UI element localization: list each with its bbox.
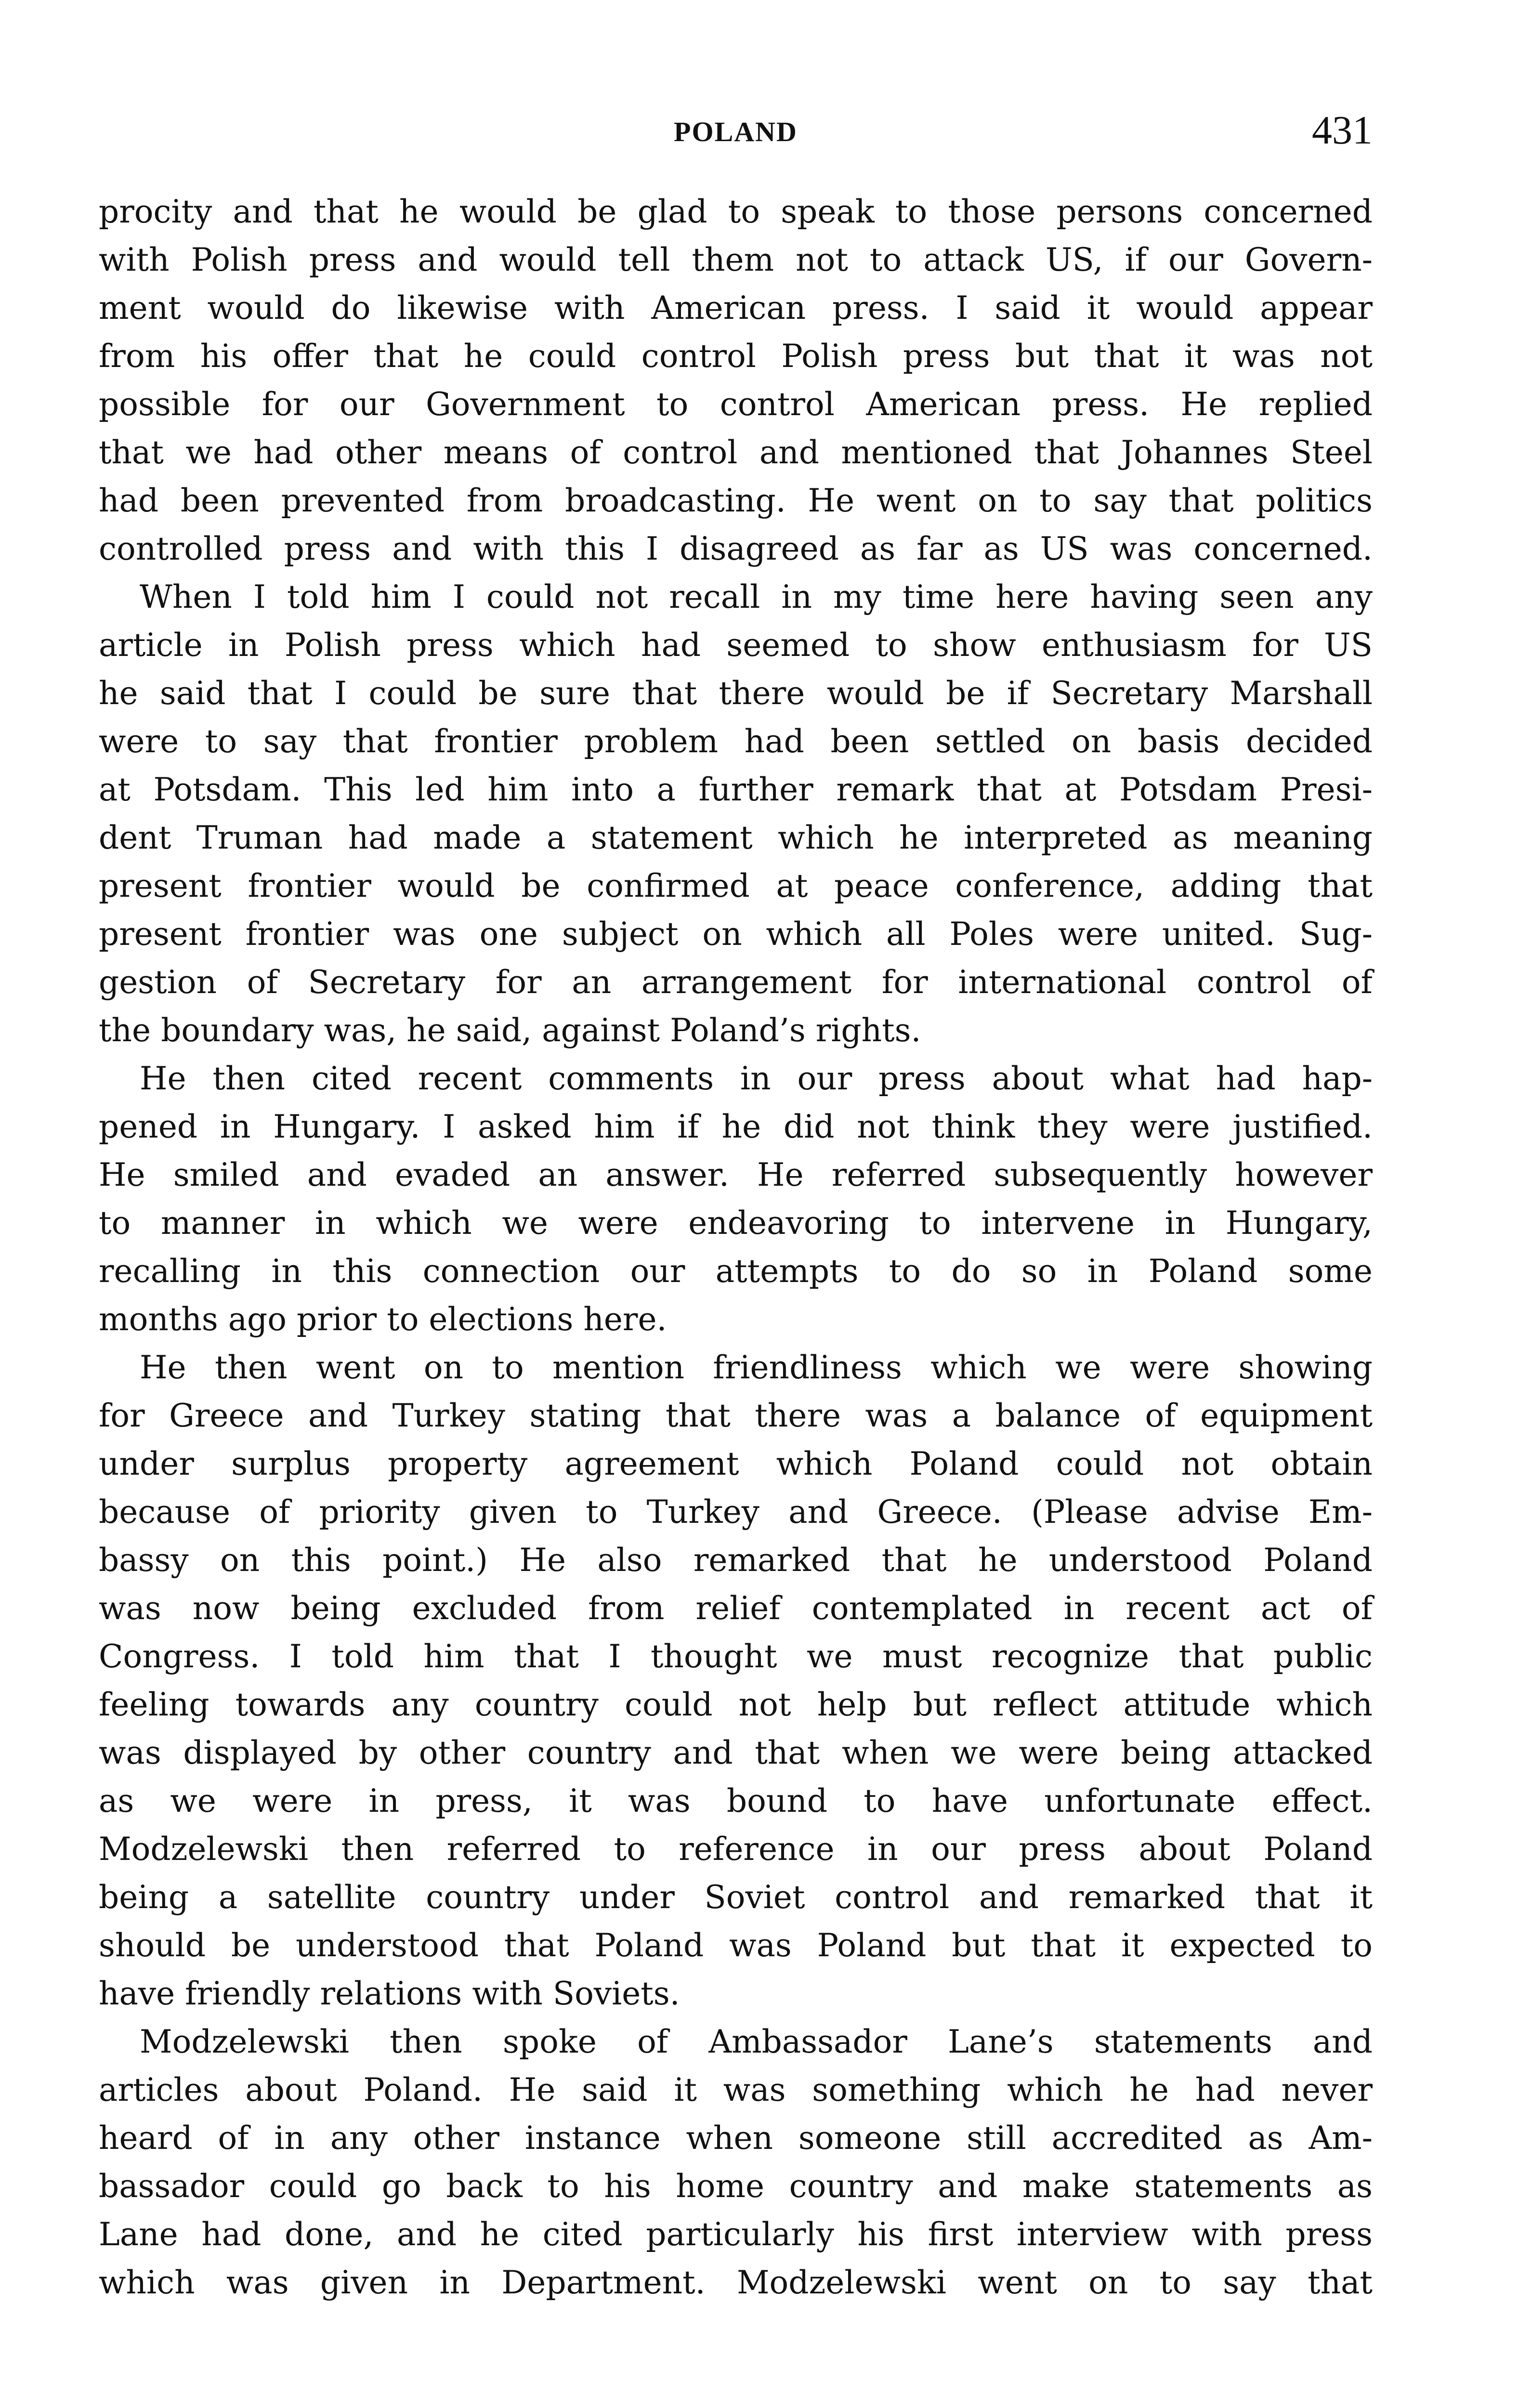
text-line: the boundary was, he said, against Poland’s rights. (99, 1012, 921, 1049)
text-line: that we had other means of control and mentioned that Johannes Steel (99, 434, 1373, 471)
text-line: because of priority given to Turkey and Greece. (Please advise Em- (99, 1493, 1373, 1531)
text-line: have friendly relations with Soviets. (99, 1975, 680, 2012)
text-line: Modzelewski then spoke of Ambassador Lane’s statements and (140, 2023, 1373, 2060)
text-line: articles about Poland. He said it was something which he had never (99, 2071, 1373, 2108)
text-line: Lane had done, and he cited particularly his first interview with press (99, 2216, 1373, 2253)
text-line: Congress. I told him that I thought we must recognize that public (99, 1638, 1373, 1675)
text-line: present frontier would be confirmed at peace conference, adding that (99, 867, 1373, 904)
running-title: POLAND (674, 116, 798, 147)
text-line: at Potsdam. This led him into a further remark that at Potsdam Presi- (99, 771, 1373, 808)
text-line: was displayed by other country and that when we were being attacked (99, 1734, 1373, 1771)
text-line: for Greece and Turkey stating that there was a balance of equipment (99, 1397, 1373, 1434)
text-line: present frontier was one subject on which all Poles were united. Sug- (99, 916, 1373, 953)
text-line: He then cited recent comments in our press about what had hap- (140, 1060, 1373, 1097)
text-line: were to say that frontier problem had been settled on basis decided (99, 723, 1373, 760)
text-line: article in Polish press which had seemed to show enthusiasm for US (99, 627, 1373, 664)
text-line: He smiled and evaded an answer. He referred subsequently however (99, 1156, 1373, 1193)
text-line: He then went on to mention friendliness which we were showing (140, 1349, 1373, 1386)
paragraph-1 (99, 188, 1373, 573)
text-line: pened in Hungary. I asked him if he did not think they were justified. (99, 1108, 1373, 1145)
paragraph-4 (99, 1344, 1373, 2018)
text-line: ment would do likewise with American press. I said it would appear (99, 289, 1373, 327)
paragraph-2 (99, 573, 1373, 1055)
text-line: possible for our Government to control American press. He replied (99, 386, 1373, 423)
page-number: 431 (1312, 108, 1373, 153)
text-line: bassador could go back to his home country and make statements as (99, 2168, 1373, 2205)
text-line: months ago prior to elections here. (99, 1301, 667, 1338)
body-text (99, 188, 1373, 2307)
text-line: with Polish press and would tell them not to attack US, if our Govern- (99, 241, 1373, 278)
text-line: should be understood that Poland was Poland but that it expected to (99, 1927, 1373, 1964)
paragraph-5 (99, 2018, 1373, 2307)
text-line: When I told him I could not recall in my time here having seen any (140, 578, 1373, 615)
text-line: gestion of Secretary for an arrangement for international control of (99, 964, 1373, 1001)
text-line: being a satellite country under Soviet control and remarked that it (99, 1879, 1373, 1916)
text-line: controlled press and with this I disagreed as far as US was concerned. (99, 530, 1373, 567)
text-line: Modzelewski then referred to reference in our press about Poland (99, 1831, 1373, 1868)
text-line: recalling in this connection our attempts to do so in Poland some (99, 1253, 1373, 1290)
text-line: he said that I could be sure that there would be if Secretary Marshall (99, 675, 1373, 712)
text-line: which was given in Department. Modzelewski went on to say that (99, 2264, 1373, 2301)
text-line: dent Truman had made a statement which he interpreted as meaning (99, 819, 1373, 856)
text-line: as we were in press, it was bound to have unfortunate effect. (99, 1782, 1373, 1819)
text-line: under surplus property agreement which Poland could not obtain (99, 1445, 1373, 1482)
text-line: bassy on this point.) He also remarked that he understood Poland (99, 1542, 1373, 1579)
text-line: heard of in any other instance when someone still accredited as Am- (99, 2120, 1373, 2157)
text-line: had been prevented from broadcasting. He went on to say that politics (99, 482, 1373, 519)
paragraph-3 (99, 1055, 1373, 1344)
running-header (99, 107, 1373, 160)
text-line: feeling towards any country could not help but reflect attitude which (99, 1686, 1373, 1723)
text-line: procity and that he would be glad to speak to those persons concerned (99, 193, 1373, 230)
text-line: from his offer that he could control Polish press but that it was not (99, 338, 1373, 375)
text-line: was now being excluded from relief contemplated in recent act of (99, 1590, 1373, 1627)
text-line: to manner in which we were endeavoring to intervene in Hungary, (99, 1204, 1373, 1242)
